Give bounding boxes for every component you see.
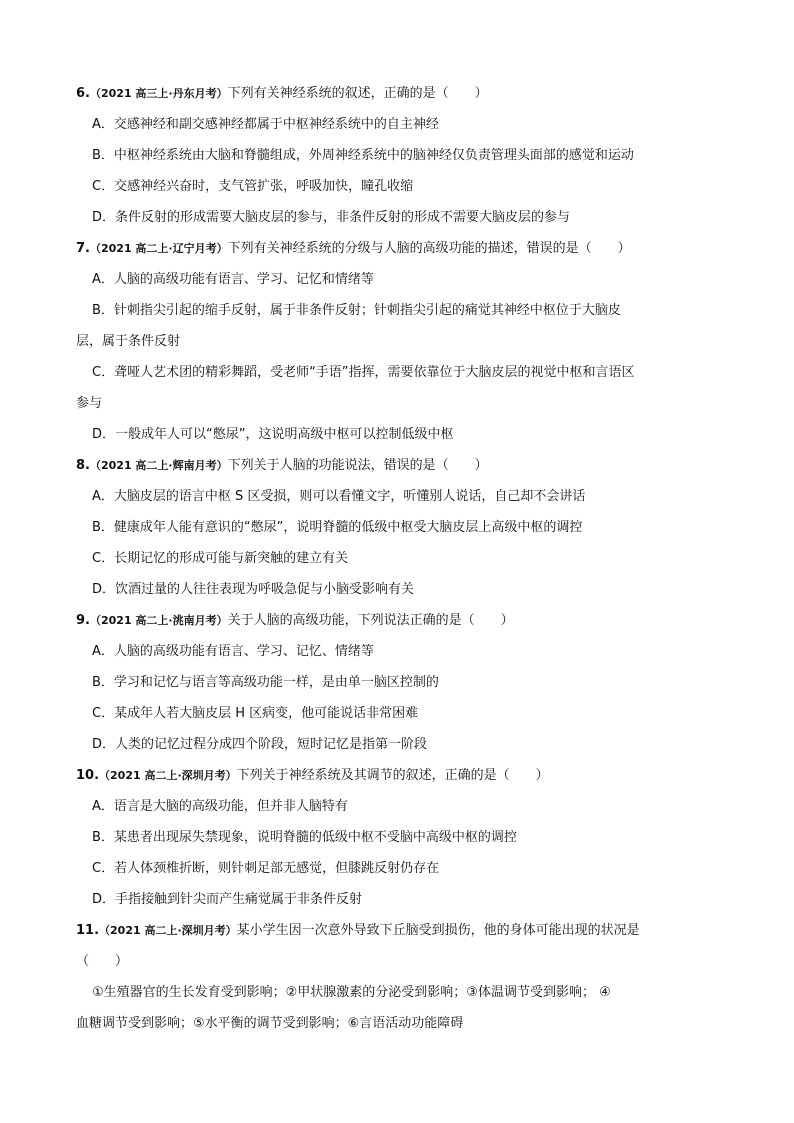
question-8-option-d: D．饮酒过量的人往往表现为呼吸急促与小脑受影响有关 [92,582,415,597]
question-text: 下列关于人脑的功能说法，错误的是（ ） [227,458,488,473]
question-text: 关于人脑的高级功能，下列说法正确的是（ ） [227,613,514,628]
question-10-option-d: D．手指接触到针尖而产生痛觉属于非条件反射 [92,892,363,907]
question-8-stem [76,450,716,481]
question-8-option-b: B．健康成年人能有意识的“憋尿”，说明脊髓的低级中枢受大脑皮层上高级中枢的调控 [92,520,583,535]
question-10-stem [76,760,716,791]
question-source: （2021 高二上·洮南月考） [89,614,228,627]
question-6-option-b: B．中枢神经系统由大脑和脊髓组成，外周神经系统中的脑神经仅负责管理头面部的感觉和运动 [92,148,634,163]
question-9-option-d: D．人类的记忆过程分成四个阶段，短时记忆是指第一阶段 [92,737,428,752]
question-source: （2021 高二上·辽宁月考） [89,242,228,255]
question-source: （2021 高二上·深圳月考） [99,769,237,782]
question-source: （2021 高二上·辉南月考） [89,459,228,472]
question-7-option-c-continued: 参与 [76,396,103,411]
question-9-stem [76,605,716,636]
question-9-option-a: A．人脑的高级功能有语言、学习、记忆、情绪等 [92,644,374,659]
question-number: 10. [76,768,100,783]
question-number: 6. [76,86,90,101]
question-6-stem [76,78,716,109]
question-11-items-line-1: ①生殖器官的生长发育受到影响；②甲状腺激素的分泌受到影响；③体温调节受到影响； ④ [92,985,611,1000]
question-text: 下列关于神经系统及其调节的叙述，正确的是（ ） [236,768,549,783]
question-list [76,78,716,1039]
question-8-option-c: C．长期记忆的形成可能与新突触的建立有关 [92,551,349,566]
question-text: 某小学生因一次意外导致下丘脑受到损伤，他的身体可能出现的状况是 [236,923,640,938]
question-7-option-b: B．针刺指尖引起的缩手反射，属于非条件反射；针刺指尖引起的痛觉其神经中枢位于大脑皮 [92,303,621,318]
question-text: 下列有关神经系统的叙述，正确的是（ ） [227,86,488,101]
question-7-option-c: C．聋哑人艺术团的精彩舞蹈，受老师“手语”指挥，需要依靠位于大脑皮层的视觉中枢和言语区 [92,365,635,380]
question-source: （2021 高二上·深圳月考） [99,924,237,937]
question-7-stem [76,233,716,264]
question-6-option-c: C．交感神经兴奋时，支气管扩张，呼吸加快，瞳孔收缩 [92,179,414,194]
question-number: 9. [76,613,90,628]
question-9-option-c: C．某成年人若大脑皮层 H 区病变，他可能说话非常困难 [92,706,419,721]
question-text: 下列有关神经系统的分级与人脑的高级功能的描述，错误的是（ ） [227,241,631,256]
question-11-stem [76,915,716,946]
question-number: 11. [76,923,100,938]
question-source: （2021 高三上·丹东月考） [89,87,228,100]
question-11-answer-paren: （ ） [76,954,129,969]
question-6-option-a: A．交感神经和副交感神经都属于中枢神经系统中的自主神经 [92,117,439,132]
question-10-option-a: A．语言是大脑的高级功能，但并非人脑特有 [92,799,348,814]
question-9-option-b: B．学习和记忆与语言等高级功能一样，是由单一脑区控制的 [92,675,439,690]
question-number: 7. [76,241,90,256]
question-10-option-c: C．若人体颈椎折断，则针刺足部无感觉，但膝跳反射仍存在 [92,861,440,876]
question-7-option-a: A．人脑的高级功能有语言、学习、记忆和情绪等 [92,272,374,287]
question-6-option-d: D．条件反射的形成需要大脑皮层的参与，非条件反射的形成不需要大脑皮层的参与 [92,210,571,225]
question-number: 8. [76,458,90,473]
question-10-option-b: B．某患者出现尿失禁现象，说明脊髓的低级中枢不受脑中高级中枢的调控 [92,830,517,845]
question-7-option-b-continued: 层，属于条件反射 [76,334,181,349]
question-11-items-line-2: 血糖调节受到影响；⑤水平衡的调节受到影响；⑥言语活动功能障碍 [76,1016,464,1031]
question-8-option-a: A．大脑皮层的语言中枢 S 区受损，则可以看懂文字，听懂别人说话，自己却不会讲话 [92,489,586,504]
question-7-option-d: D．一般成年人可以“憋尿”，这说明高级中枢可以控制低级中枢 [92,427,454,442]
